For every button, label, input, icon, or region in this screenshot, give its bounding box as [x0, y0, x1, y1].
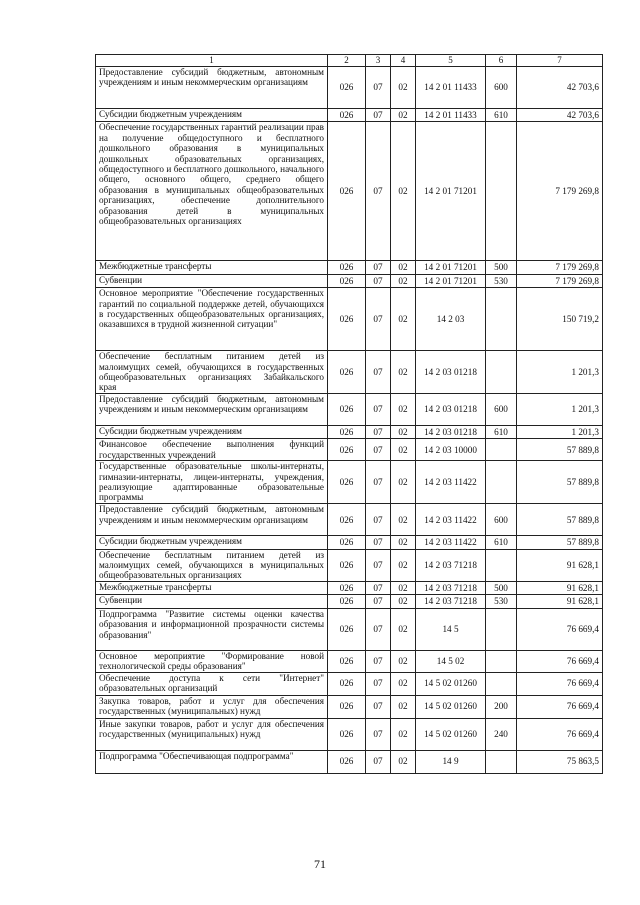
budget-table-page	[95, 54, 602, 774]
amount-cell: 75 863,5	[517, 750, 603, 773]
row-name-cell: Межбюджетные трансферты	[96, 581, 328, 594]
row-name-cell: Основное мероприятие "Обеспечение государственных гарантий по социальной поддержке детей, обучающихся в государственных общеобразовательных организациях, оказавшихся в трудной жизненной ситуации"	[96, 288, 328, 351]
amount-cell: 76 669,4	[517, 672, 603, 695]
table-header-row	[96, 55, 603, 67]
row-name-cell: Обеспечение государственных гарантий реализации прав на получение общедоступного и бесплатного дошкольного образования в муниципальных дошкольных образовательных организациях, общедоступного и бесплатного дошкольного, начального общего, основного общего, среднего общего образования в муниципальных общеобразовательных организациях, обеспечение дополнительного образования детей в муниципальных общеобразовательных организациях	[96, 122, 328, 261]
section-code-cell: 07	[366, 750, 391, 773]
ministry-code-cell: 026	[328, 439, 366, 461]
section-code-cell: 07	[366, 261, 391, 274]
row-name-cell: Предоставление субсидий бюджетным, автономным учреждениям и иным некоммерческим организациям	[96, 504, 328, 536]
section-code-cell: 07	[366, 425, 391, 438]
ministry-code-cell: 026	[328, 393, 366, 425]
subsection-code-cell: 02	[391, 650, 416, 672]
ministry-code-cell: 026	[328, 549, 366, 581]
ministry-code-cell: 026	[328, 595, 366, 608]
amount-cell: 150 719,2	[517, 288, 603, 351]
section-code-cell: 07	[366, 536, 391, 549]
row-name-cell: Обеспечение доступа к сети "Интернет" образовательных организаций	[96, 672, 328, 695]
subsection-code-cell: 02	[391, 608, 416, 650]
expense-type-cell: 530	[486, 595, 517, 608]
subsection-code-cell: 02	[391, 109, 416, 122]
ministry-code-cell: 026	[328, 274, 366, 287]
target-article-cell: 14 5 02 01260	[416, 695, 486, 718]
expense-type-cell	[486, 439, 517, 461]
expense-type-cell	[486, 122, 517, 261]
target-article-cell: 14 2 03 71218	[416, 595, 486, 608]
expense-type-cell	[486, 608, 517, 650]
row-name-cell: Подпрограмма "Развитие системы оценки качества образования и информационной прозрачности системы образования"	[96, 608, 328, 650]
target-article-cell: 14 2 01 71201	[416, 274, 486, 287]
table-row	[96, 461, 603, 504]
target-article-cell: 14 2 01 11433	[416, 109, 486, 122]
target-article-cell: 14 5 02	[416, 650, 486, 672]
ministry-code-cell: 026	[328, 672, 366, 695]
amount-cell: 76 669,4	[517, 608, 603, 650]
section-code-cell: 07	[366, 122, 391, 261]
target-article-cell: 14 2 03 11422	[416, 461, 486, 504]
expense-type-cell: 240	[486, 718, 517, 750]
amount-cell: 76 669,4	[517, 718, 603, 750]
row-name-cell: Финансовое обеспечение выполнения функций государственных учреждений	[96, 439, 328, 461]
expense-type-cell	[486, 650, 517, 672]
target-article-cell: 14 2 03	[416, 288, 486, 351]
table-row	[96, 581, 603, 594]
section-code-cell: 07	[366, 504, 391, 536]
table-row	[96, 261, 603, 274]
ministry-code-cell: 026	[328, 695, 366, 718]
section-code-cell: 07	[366, 549, 391, 581]
section-code-cell: 07	[366, 608, 391, 650]
ministry-code-cell: 026	[328, 261, 366, 274]
expense-type-cell	[486, 750, 517, 773]
amount-cell: 1 201,3	[517, 425, 603, 438]
target-article-cell: 14 5 02 01260	[416, 718, 486, 750]
subsection-code-cell: 02	[391, 672, 416, 695]
expense-type-cell	[486, 672, 517, 695]
subsection-code-cell: 02	[391, 261, 416, 274]
section-code-cell: 07	[366, 581, 391, 594]
row-name-cell: Закупка товаров, работ и услуг для обеспечения государственных (муниципальных) нужд	[96, 695, 328, 718]
subsection-code-cell: 02	[391, 695, 416, 718]
target-article-cell: 14 9	[416, 750, 486, 773]
table-row	[96, 274, 603, 287]
amount-cell: 7 179 269,8	[517, 274, 603, 287]
amount-cell: 76 669,4	[517, 650, 603, 672]
target-article-cell: 14 2 01 71201	[416, 261, 486, 274]
table-row	[96, 351, 603, 394]
target-article-cell: 14 2 03 01218	[416, 351, 486, 394]
column-header: 3	[366, 55, 391, 67]
row-name-cell: Основное мероприятие "Формирование новой технологической среды образования"	[96, 650, 328, 672]
section-code-cell: 07	[366, 650, 391, 672]
subsection-code-cell: 02	[391, 536, 416, 549]
subsection-code-cell: 02	[391, 67, 416, 109]
target-article-cell: 14 2 01 71201	[416, 122, 486, 261]
expense-type-cell	[486, 549, 517, 581]
table-row	[96, 122, 603, 261]
table-row	[96, 750, 603, 773]
ministry-code-cell: 026	[328, 750, 366, 773]
subsection-code-cell: 02	[391, 274, 416, 287]
table-row	[96, 109, 603, 122]
ministry-code-cell: 026	[328, 650, 366, 672]
amount-cell: 57 889,8	[517, 536, 603, 549]
amount-cell: 57 889,8	[517, 461, 603, 504]
ministry-code-cell: 026	[328, 425, 366, 438]
column-header: 2	[328, 55, 366, 67]
ministry-code-cell: 026	[328, 122, 366, 261]
page-number: 71	[314, 857, 326, 871]
table-row	[96, 504, 603, 536]
target-article-cell: 14 2 01 11433	[416, 67, 486, 109]
expense-type-cell: 610	[486, 536, 517, 549]
expense-type-cell: 600	[486, 504, 517, 536]
section-code-cell: 07	[366, 351, 391, 394]
target-article-cell: 14 2 03 01218	[416, 425, 486, 438]
subsection-code-cell: 02	[391, 288, 416, 351]
amount-cell: 91 628,1	[517, 549, 603, 581]
section-code-cell: 07	[366, 67, 391, 109]
row-name-cell: Предоставление субсидий бюджетным, автономным учреждениям и иным некоммерческим организациям	[96, 67, 328, 109]
subsection-code-cell: 02	[391, 595, 416, 608]
table-row	[96, 425, 603, 438]
table-row	[96, 595, 603, 608]
ministry-code-cell: 026	[328, 608, 366, 650]
expense-type-cell: 500	[486, 261, 517, 274]
table-row	[96, 672, 603, 695]
target-article-cell: 14 2 03 10000	[416, 439, 486, 461]
subsection-code-cell: 02	[391, 750, 416, 773]
column-header: 7	[517, 55, 603, 67]
row-name-cell: Подпрограмма "Обеспечивающая подпрограмма"	[96, 750, 328, 773]
section-code-cell: 07	[366, 109, 391, 122]
table-row	[96, 549, 603, 581]
expense-type-cell	[486, 288, 517, 351]
table-row	[96, 695, 603, 718]
table-row	[96, 650, 603, 672]
amount-cell: 57 889,8	[517, 439, 603, 461]
section-code-cell: 07	[366, 595, 391, 608]
ministry-code-cell: 026	[328, 109, 366, 122]
target-article-cell: 14 2 03 71218	[416, 581, 486, 594]
target-article-cell: 14 2 03 11422	[416, 504, 486, 536]
expense-type-cell	[486, 461, 517, 504]
ministry-code-cell: 026	[328, 504, 366, 536]
column-header: 4	[391, 55, 416, 67]
ministry-code-cell: 026	[328, 536, 366, 549]
expense-type-cell: 200	[486, 695, 517, 718]
subsection-code-cell: 02	[391, 504, 416, 536]
target-article-cell: 14 5	[416, 608, 486, 650]
ministry-code-cell: 026	[328, 288, 366, 351]
ministry-code-cell: 026	[328, 461, 366, 504]
amount-cell: 42 703,6	[517, 67, 603, 109]
amount-cell: 76 669,4	[517, 695, 603, 718]
subsection-code-cell: 02	[391, 439, 416, 461]
amount-cell: 91 628,1	[517, 595, 603, 608]
amount-cell: 1 201,3	[517, 393, 603, 425]
budget-table	[95, 54, 603, 774]
subsection-code-cell: 02	[391, 718, 416, 750]
target-article-cell: 14 2 03 01218	[416, 393, 486, 425]
expense-type-cell	[486, 351, 517, 394]
expense-type-cell: 610	[486, 425, 517, 438]
section-code-cell: 07	[366, 695, 391, 718]
row-name-cell: Государственные образовательные школы-интернаты, гимназии-интернаты, лицеи-интернаты, учреждения, реализующие адаптированные образовательные программы	[96, 461, 328, 504]
row-name-cell: Субвенции	[96, 274, 328, 287]
table-row	[96, 718, 603, 750]
column-header: 5	[416, 55, 486, 67]
ministry-code-cell: 026	[328, 67, 366, 109]
row-name-cell: Субсидии бюджетным учреждениям	[96, 536, 328, 549]
subsection-code-cell: 02	[391, 393, 416, 425]
subsection-code-cell: 02	[391, 549, 416, 581]
table-row	[96, 536, 603, 549]
amount-cell: 57 889,8	[517, 504, 603, 536]
subsection-code-cell: 02	[391, 581, 416, 594]
amount-cell: 1 201,3	[517, 351, 603, 394]
amount-cell: 7 179 269,8	[517, 122, 603, 261]
subsection-code-cell: 02	[391, 425, 416, 438]
ministry-code-cell: 026	[328, 718, 366, 750]
section-code-cell: 07	[366, 718, 391, 750]
expense-type-cell: 610	[486, 109, 517, 122]
section-code-cell: 07	[366, 672, 391, 695]
amount-cell: 7 179 269,8	[517, 261, 603, 274]
row-name-cell: Обеспечение бесплатным питанием детей из малоимущих семей, обучающихся в муниципальных общеобразовательных организациях	[96, 549, 328, 581]
column-header: 1	[96, 55, 328, 67]
row-name-cell: Субсидии бюджетным учреждениям	[96, 109, 328, 122]
amount-cell: 42 703,6	[517, 109, 603, 122]
subsection-code-cell: 02	[391, 351, 416, 394]
expense-type-cell: 600	[486, 393, 517, 425]
ministry-code-cell: 026	[328, 581, 366, 594]
target-article-cell: 14 2 03 11422	[416, 536, 486, 549]
section-code-cell: 07	[366, 439, 391, 461]
ministry-code-cell: 026	[328, 351, 366, 394]
section-code-cell: 07	[366, 461, 391, 504]
section-code-cell: 07	[366, 288, 391, 351]
subsection-code-cell: 02	[391, 461, 416, 504]
subsection-code-cell: 02	[391, 122, 416, 261]
target-article-cell: 14 2 03 71218	[416, 549, 486, 581]
row-name-cell: Субсидии бюджетным учреждениям	[96, 425, 328, 438]
row-name-cell: Межбюджетные трансферты	[96, 261, 328, 274]
amount-cell: 91 628,1	[517, 581, 603, 594]
table-row	[96, 393, 603, 425]
row-name-cell: Предоставление субсидий бюджетным, автономным учреждениям и иным некоммерческим организациям	[96, 393, 328, 425]
row-name-cell: Обеспечение бесплатным питанием детей из малоимущих семей, обучающихся в государственных общеобразовательных организациях Забайкальского края	[96, 351, 328, 394]
expense-type-cell: 500	[486, 581, 517, 594]
table-row	[96, 288, 603, 351]
table-row	[96, 608, 603, 650]
target-article-cell: 14 5 02 01260	[416, 672, 486, 695]
table-row	[96, 439, 603, 461]
expense-type-cell: 530	[486, 274, 517, 287]
expense-type-cell: 600	[486, 67, 517, 109]
column-header: 6	[486, 55, 517, 67]
section-code-cell: 07	[366, 393, 391, 425]
table-row	[96, 67, 603, 109]
section-code-cell: 07	[366, 274, 391, 287]
row-name-cell: Субвенции	[96, 595, 328, 608]
row-name-cell: Иные закупки товаров, работ и услуг для обеспечения государственных (муниципальных) нужд	[96, 718, 328, 750]
